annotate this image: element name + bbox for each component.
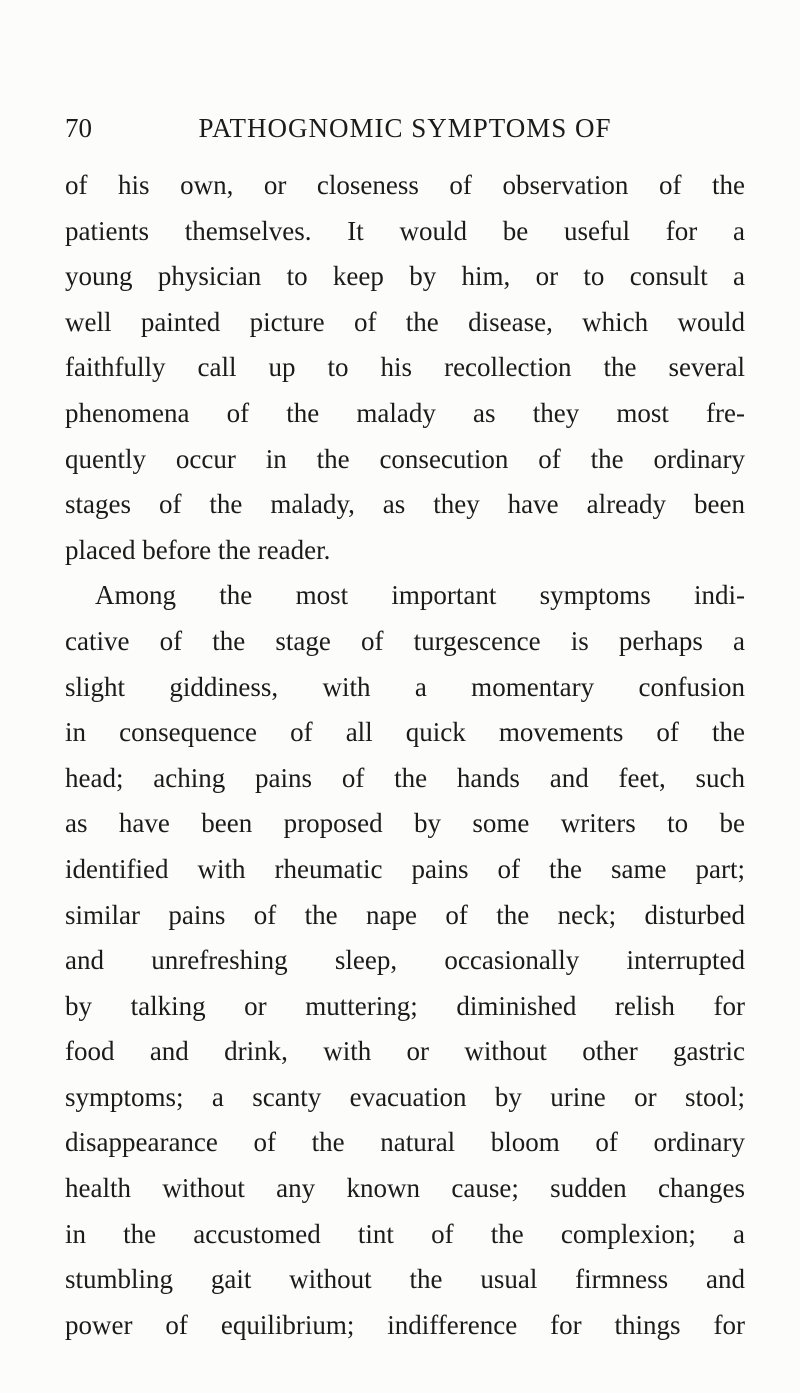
text-line: phenomena of the malady as they most fre- <box>65 397 745 428</box>
text-line: as have been proposed by some writers to be <box>65 808 745 839</box>
text-line: identified with rheumatic pains of the same part; <box>65 853 745 884</box>
text-line: quently occur in the consecution of the ordinary <box>65 443 745 474</box>
text-line: cative of the stage of turgescence is perhaps a <box>65 625 745 656</box>
text-line: in the accustomed tint of the complexion; a <box>65 1218 745 1249</box>
paragraph-start-line: Among the most important symptoms indi- <box>95 580 745 611</box>
text-line: slight giddiness, with a momentary confusion <box>65 671 745 702</box>
text-line: food and drink, with or without other gastric <box>65 1036 745 1067</box>
text-line: of his own, or closeness of observation of the <box>65 170 745 200</box>
paragraph-end-line: placed before the reader. <box>65 534 331 565</box>
body-text <box>65 163 745 1348</box>
running-head-title: PATHOGNOMIC SYMPTOMS OF <box>198 113 612 143</box>
text-line: in consequence of all quick movements of the <box>65 717 745 748</box>
text-line: young physician to keep by him, or to consult a <box>65 261 745 292</box>
text-line: head; aching pains of the hands and feet, such <box>65 762 745 793</box>
text-line: stages of the malady, as they have already been <box>65 489 745 520</box>
text-line: power of equilibrium; indifference for things for <box>65 1309 745 1340</box>
text-line: faithfully call up to his recollection the several <box>65 352 745 383</box>
text-line: stumbling gait without the usual firmness and <box>65 1264 745 1295</box>
page-number: 70 <box>65 113 92 143</box>
text-line: similar pains of the nape of the neck; disturbed <box>65 899 745 930</box>
text-line: patients themselves. It would be useful for a <box>65 215 745 246</box>
text-line: well painted picture of the disease, which would <box>65 306 745 337</box>
page-header <box>65 108 745 148</box>
text-line: by talking or muttering; diminished relish for <box>65 990 745 1021</box>
text-line: symptoms; a scanty evacuation by urine or stool; <box>65 1081 745 1112</box>
text-line: disappearance of the natural bloom of ordinary <box>65 1127 745 1158</box>
text-line: and unrefreshing sleep, occasionally interrupted <box>65 945 745 976</box>
text-line: health without any known cause; sudden changes <box>65 1173 745 1204</box>
